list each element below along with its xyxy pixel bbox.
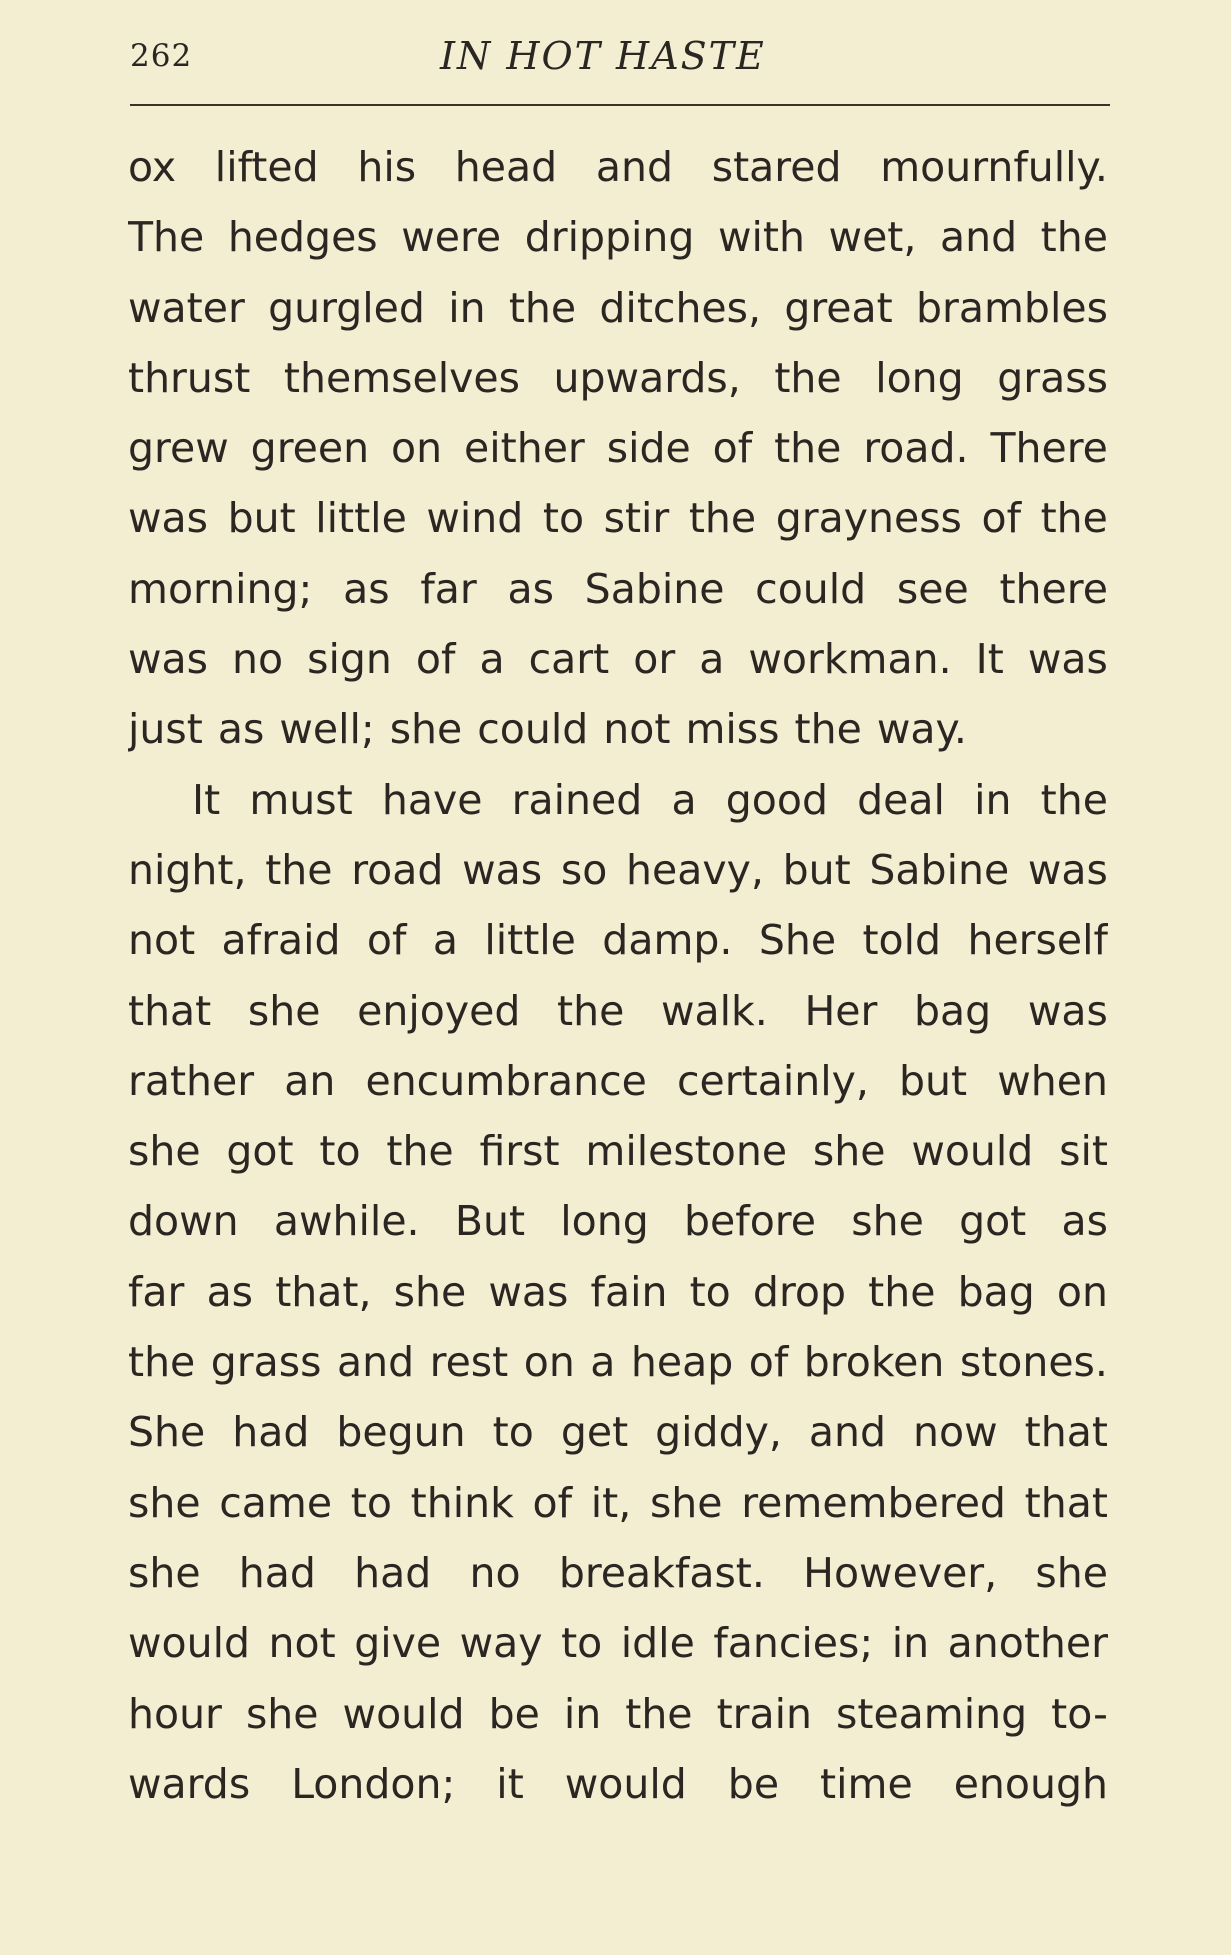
word: of xyxy=(415,635,456,684)
word: wards xyxy=(128,1759,251,1808)
word: damp. xyxy=(602,916,733,965)
word: an xyxy=(284,1056,336,1105)
word: stones. xyxy=(959,1338,1108,1387)
running-head: IN HOT HASTE xyxy=(440,34,766,78)
header-rule xyxy=(130,104,1110,106)
word: the xyxy=(774,424,842,473)
word: as xyxy=(507,564,554,613)
page-header xyxy=(130,34,1110,94)
word: grayness xyxy=(775,494,962,543)
word: the xyxy=(557,986,625,1035)
word: to xyxy=(350,1478,392,1527)
word: herself xyxy=(967,916,1108,965)
word: hour xyxy=(128,1689,222,1738)
word: She xyxy=(758,916,837,965)
word: were xyxy=(401,213,502,262)
word: she xyxy=(812,1127,886,1176)
word: a xyxy=(432,916,458,965)
text-line xyxy=(128,132,1108,202)
word: the xyxy=(774,353,842,402)
word: heap xyxy=(630,1338,734,1387)
word: dripping xyxy=(524,213,695,262)
word: no xyxy=(469,1548,521,1597)
word: that xyxy=(128,986,212,1035)
word: green xyxy=(250,424,370,473)
word: his xyxy=(357,143,417,191)
word: London; xyxy=(291,1759,456,1808)
word: the xyxy=(868,1267,936,1316)
word: thrust xyxy=(128,353,251,402)
word: Her xyxy=(804,986,878,1035)
word: to xyxy=(561,1619,603,1668)
word: begun xyxy=(336,1408,466,1457)
word: workman. xyxy=(748,635,952,684)
word: breakfast. xyxy=(558,1548,765,1597)
word: and xyxy=(595,143,673,191)
word: in xyxy=(891,1619,930,1668)
word: on xyxy=(391,424,443,473)
word: hedges xyxy=(227,213,378,262)
word: told xyxy=(862,916,942,965)
word: would xyxy=(128,1619,251,1668)
word: have xyxy=(381,775,483,824)
word: that xyxy=(1024,1478,1108,1527)
word: little xyxy=(315,494,407,543)
word: long xyxy=(875,353,964,402)
word: morning; xyxy=(128,564,313,613)
word: there xyxy=(999,564,1108,613)
word: to- xyxy=(1051,1689,1108,1738)
word: grass xyxy=(210,1338,322,1387)
word: was xyxy=(488,1267,569,1316)
word: she xyxy=(247,986,321,1035)
word: fain xyxy=(590,1267,668,1316)
word: Sabine xyxy=(584,564,725,613)
word: remembered xyxy=(741,1478,1006,1527)
word: she xyxy=(393,1267,467,1316)
word: night, xyxy=(128,845,247,894)
word: she xyxy=(1035,1548,1108,1597)
word: the xyxy=(1040,775,1108,824)
word: rather xyxy=(128,1056,255,1105)
word: would xyxy=(911,1127,1034,1176)
word: bag xyxy=(957,1267,1035,1316)
text-line xyxy=(128,1186,1108,1256)
text-line xyxy=(128,1608,1108,1678)
word: The xyxy=(128,213,205,262)
page-number: 262 xyxy=(130,38,193,74)
word: would xyxy=(342,1689,465,1738)
word: rest xyxy=(429,1338,509,1387)
word: There xyxy=(990,424,1108,473)
word: enjoyed xyxy=(357,986,521,1035)
word: cart xyxy=(528,635,610,684)
word: was xyxy=(462,845,543,894)
word: good xyxy=(725,775,828,824)
word: a xyxy=(699,635,725,684)
text-line xyxy=(128,1397,1108,1467)
word: rained xyxy=(511,775,643,824)
word: to xyxy=(689,1267,731,1316)
text-line xyxy=(128,1468,1108,1538)
word: had xyxy=(238,1548,316,1597)
word: way xyxy=(459,1619,543,1668)
word: of xyxy=(748,1338,789,1387)
word: far xyxy=(420,564,477,613)
text-line xyxy=(128,413,1108,483)
word: must xyxy=(249,775,353,824)
word: a xyxy=(590,1338,616,1387)
word: drop xyxy=(752,1267,847,1316)
word: as xyxy=(343,564,390,613)
word: road xyxy=(351,845,444,894)
word: and xyxy=(939,213,1018,262)
word: But xyxy=(454,1197,526,1246)
word: walk. xyxy=(660,986,768,1035)
word: wind xyxy=(426,494,524,543)
word: in xyxy=(448,283,486,332)
word: was xyxy=(128,494,209,543)
word: the xyxy=(688,494,757,543)
word: grass xyxy=(997,353,1108,402)
word: the xyxy=(508,283,577,332)
word: not xyxy=(128,916,196,965)
word: got xyxy=(959,1197,1027,1246)
word: to xyxy=(492,1408,534,1457)
word: giddy, xyxy=(655,1408,782,1457)
word: that xyxy=(1024,1408,1108,1457)
text-line xyxy=(128,765,1108,835)
word: so xyxy=(560,845,608,894)
word: It xyxy=(192,775,221,824)
text-line xyxy=(128,976,1108,1046)
word: had xyxy=(354,1548,432,1597)
word: themselves xyxy=(283,353,520,402)
word: to xyxy=(542,494,585,543)
word: deal xyxy=(857,775,945,824)
word: the xyxy=(128,1338,196,1387)
word: way. xyxy=(876,705,967,754)
word: be xyxy=(488,1689,540,1738)
word: she xyxy=(128,1548,201,1597)
word: However, xyxy=(803,1548,998,1597)
text-line xyxy=(128,1046,1108,1116)
text-line xyxy=(128,1538,1108,1608)
word: of xyxy=(712,424,753,473)
word: she xyxy=(128,1478,201,1527)
word: that, xyxy=(275,1267,372,1316)
word: before xyxy=(684,1197,816,1246)
word: but xyxy=(227,494,296,543)
word: in xyxy=(563,1689,602,1738)
word: it, xyxy=(590,1478,632,1527)
word: far xyxy=(128,1267,185,1316)
word: of xyxy=(981,494,1022,543)
word: and xyxy=(337,1338,415,1387)
word: as xyxy=(1061,1197,1108,1246)
word: well; xyxy=(279,705,375,754)
word: road. xyxy=(863,424,969,473)
word: the xyxy=(625,1689,693,1738)
word: Sabine xyxy=(869,845,1010,894)
word: had xyxy=(232,1408,310,1457)
text-line xyxy=(128,624,1108,694)
word: wet, xyxy=(828,213,917,262)
word: get xyxy=(560,1408,629,1457)
word: fancies; xyxy=(713,1619,874,1668)
word: of xyxy=(366,916,407,965)
word: idle xyxy=(620,1619,695,1668)
word: not xyxy=(603,705,671,754)
word: or xyxy=(633,635,676,684)
word: could xyxy=(477,705,589,754)
word: ditches, xyxy=(599,283,762,332)
body-text xyxy=(128,132,1108,1819)
word: grew xyxy=(128,424,229,473)
word: it xyxy=(496,1759,524,1808)
word: down xyxy=(128,1197,239,1246)
word: as xyxy=(217,705,265,754)
word: not xyxy=(268,1619,336,1668)
word: mournfully. xyxy=(880,143,1108,191)
word: encumbrance xyxy=(365,1056,647,1105)
word: with xyxy=(717,213,805,262)
word: afraid xyxy=(221,916,341,965)
text-line xyxy=(128,1749,1108,1819)
word: but xyxy=(899,1056,968,1105)
word: she xyxy=(128,1127,201,1176)
word: was xyxy=(1027,845,1108,894)
word: stared xyxy=(711,143,842,191)
word: a xyxy=(671,775,697,824)
word: in xyxy=(974,775,1012,824)
word: she xyxy=(649,1478,723,1527)
word: be xyxy=(727,1759,780,1808)
word: upwards, xyxy=(553,353,741,402)
word: heavy, xyxy=(626,845,764,894)
word: sign xyxy=(307,635,392,684)
text-line xyxy=(128,554,1108,624)
text-line xyxy=(128,694,1108,764)
word: think xyxy=(410,1478,514,1527)
word: would xyxy=(564,1759,687,1808)
word: gurgled xyxy=(268,283,425,332)
word: was xyxy=(1027,986,1108,1035)
word: time xyxy=(820,1759,913,1808)
word: on xyxy=(523,1338,575,1387)
word: as xyxy=(206,1267,254,1316)
word: side xyxy=(606,424,691,473)
word: awhile. xyxy=(273,1197,420,1246)
word: the xyxy=(1040,494,1108,543)
word: long xyxy=(560,1197,649,1246)
word: came xyxy=(219,1478,333,1527)
word: the xyxy=(794,705,862,754)
word: the xyxy=(265,845,333,894)
word: she xyxy=(851,1197,924,1246)
word: no xyxy=(232,635,284,684)
word: to xyxy=(319,1127,361,1176)
word: another xyxy=(947,1619,1108,1668)
text-line xyxy=(128,905,1108,975)
word: on xyxy=(1056,1267,1108,1316)
word: first xyxy=(479,1127,560,1176)
word: either xyxy=(464,424,585,473)
word: certainly, xyxy=(677,1056,869,1105)
word: now xyxy=(913,1408,998,1457)
word: great xyxy=(784,283,893,332)
word: ox xyxy=(128,143,177,191)
text-line xyxy=(128,202,1108,272)
word: was xyxy=(128,635,209,684)
word: It xyxy=(975,635,1004,684)
word: little xyxy=(484,916,576,965)
word: lifted xyxy=(214,143,319,191)
word: broken xyxy=(803,1338,945,1387)
word: the xyxy=(386,1127,454,1176)
text-line xyxy=(128,1257,1108,1327)
text-line xyxy=(128,1327,1108,1397)
text-line xyxy=(128,835,1108,905)
word: a xyxy=(479,635,505,684)
word: was xyxy=(1027,635,1108,684)
word: enough xyxy=(953,1759,1108,1808)
word: when xyxy=(997,1056,1108,1105)
word: stir xyxy=(603,494,670,543)
text-line xyxy=(128,483,1108,553)
word: she xyxy=(245,1689,319,1738)
word: She xyxy=(128,1408,206,1457)
text-line xyxy=(128,1116,1108,1186)
word: water xyxy=(128,283,245,332)
word: got xyxy=(226,1127,294,1176)
word: train xyxy=(716,1689,812,1738)
text-line xyxy=(128,1679,1108,1749)
word: give xyxy=(354,1619,442,1668)
word: milestone xyxy=(585,1127,788,1176)
word: bag xyxy=(914,986,992,1035)
word: but xyxy=(782,845,851,894)
word: just xyxy=(128,705,203,754)
word: sit xyxy=(1059,1127,1108,1176)
word: she xyxy=(389,705,463,754)
word: see xyxy=(896,564,969,613)
word: head xyxy=(454,143,558,191)
word: brambles xyxy=(915,283,1108,332)
text-line xyxy=(128,343,1108,413)
word: could xyxy=(755,564,867,613)
text-line xyxy=(128,273,1108,343)
word: and xyxy=(808,1408,887,1457)
word: the xyxy=(1040,213,1108,262)
word: miss xyxy=(685,705,780,754)
word: steaming xyxy=(836,1689,1028,1738)
word: of xyxy=(532,1478,573,1527)
